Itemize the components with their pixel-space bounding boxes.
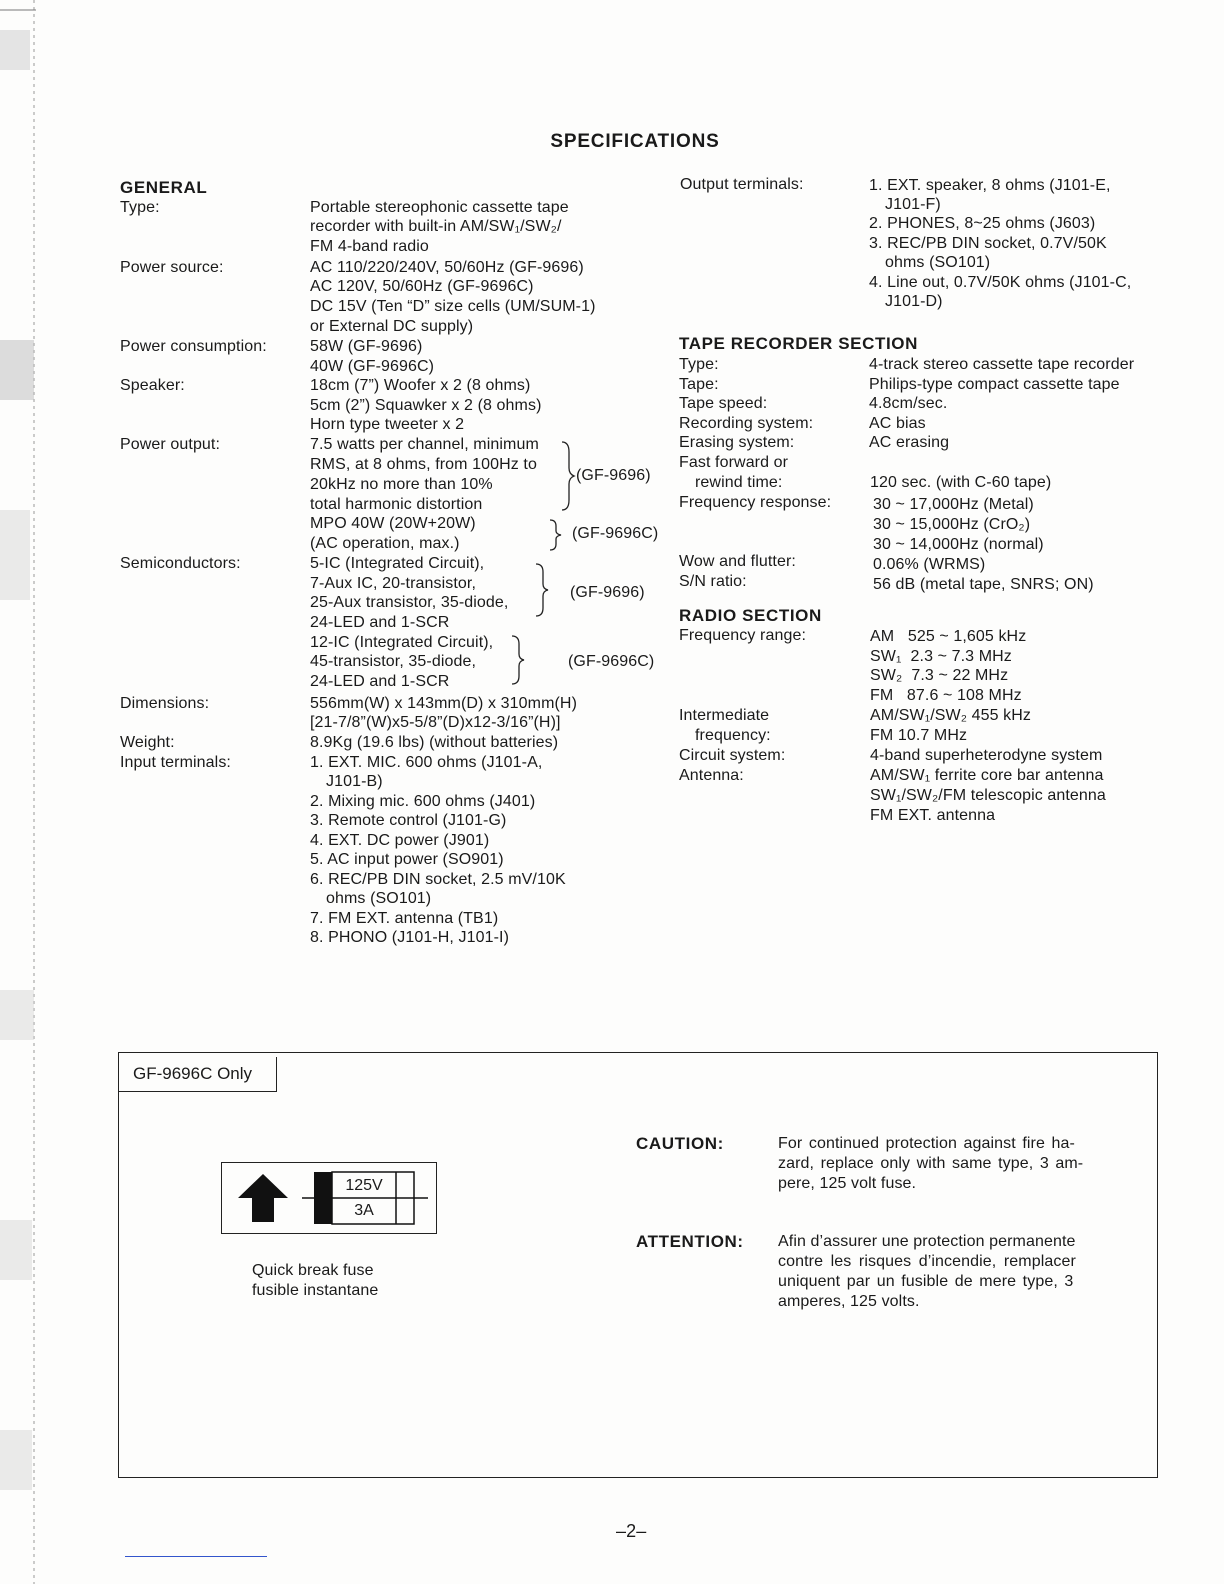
output-line-1: 1. EXT. speaker, 8 ohms (J101-E, bbox=[869, 177, 1111, 194]
attention-line-3: uniquent par un fusible de mere type, 3 bbox=[778, 1273, 1074, 1290]
model-tag bbox=[118, 1057, 277, 1092]
sn-ratio-label: S/N ratio: bbox=[679, 573, 747, 590]
power-output-model-b: (GF-9696C) bbox=[572, 525, 659, 542]
weight-value: 8.9Kg (19.6 lbs) (without batteries) bbox=[310, 734, 559, 751]
output-line-2: J101-F) bbox=[885, 196, 941, 213]
antenna-value-3: FM EXT. antenna bbox=[870, 807, 996, 824]
brace-power-output-b bbox=[548, 518, 564, 552]
frequency-response-cro2: 30 ~ 15,000Hz (CrO₂) bbox=[873, 516, 1031, 533]
fuse-voltage: 125V bbox=[345, 1177, 383, 1194]
speaker-line-3: Horn type tweeter x 2 bbox=[310, 416, 465, 433]
if-label-2: frequency: bbox=[695, 727, 771, 744]
semiconductors-line-2: 7-Aux IC, 20-transistor, bbox=[310, 575, 477, 592]
caution-label: CAUTION: bbox=[636, 1134, 724, 1153]
power-source-line-3: DC 15V (Ten “D” size cells (UM/SUM-1) bbox=[310, 298, 596, 315]
input-line-3: 2. Mixing mic. 600 ohms (J401) bbox=[310, 793, 536, 810]
frequency-response-label: Frequency response: bbox=[679, 494, 832, 511]
semiconductors-line-4: 24-LED and 1-SCR bbox=[310, 614, 450, 631]
bottom-rule bbox=[125, 1556, 267, 1557]
power-output-line-2: RMS, at 8 ohms, from 100Hz to bbox=[310, 456, 537, 473]
antenna-value-1: AM/SW₁ ferrite core bar antenna bbox=[870, 767, 1104, 784]
power-source-line-1: AC 110/220/240V, 50/60Hz (GF-9696) bbox=[310, 259, 584, 276]
tape-value: Philips-type compact cassette tape bbox=[869, 376, 1120, 393]
semiconductors-line-1: 5-IC (Integrated Circuit), bbox=[310, 555, 485, 572]
page-number: –2– bbox=[616, 1521, 647, 1541]
wow-flutter-value: 0.06% (WRMS) bbox=[873, 556, 986, 573]
dimensions-line-2: [21-7/8”(W)x5-5/8”(D)x12-3/16”(H)] bbox=[310, 714, 561, 731]
page-title: SPECIFICATIONS bbox=[550, 131, 720, 152]
power-output-line-5: MPO 40W (20W+20W) bbox=[310, 515, 476, 532]
weight-label: Weight: bbox=[120, 734, 175, 751]
brace-power-output-a bbox=[560, 440, 576, 512]
circuit-system-label: Circuit system: bbox=[679, 747, 786, 764]
fuse-caption-en: Quick break fuse bbox=[252, 1262, 374, 1279]
attention-label: ATTENTION: bbox=[636, 1232, 744, 1251]
speaker-line-1: 18cm (7”) Woofer x 2 (8 ohms) bbox=[310, 377, 531, 394]
radio-frequency-label: Frequency range: bbox=[679, 627, 807, 644]
fuse-caption-fr: fusible instantane bbox=[252, 1282, 379, 1299]
power-output-label: Power output: bbox=[120, 436, 221, 453]
radio-frequency-sw2: SW₂ 7.3 ~ 22 MHz bbox=[870, 667, 1009, 684]
output-line-3: 2. PHONES, 8~25 ohms (J603) bbox=[869, 215, 1096, 232]
frequency-response-normal: 30 ~ 14,000Hz (normal) bbox=[873, 536, 1044, 553]
input-line-8: ohms (SO101) bbox=[326, 890, 432, 907]
output-line-6: 4. Line out, 0.7V/50K ohms (J101-C, bbox=[869, 274, 1132, 291]
brace-semiconductors-b bbox=[510, 634, 526, 686]
if-value-fm: FM 10.7 MHz bbox=[870, 727, 968, 744]
erasing-system-label: Erasing system: bbox=[679, 434, 795, 451]
output-line-7: J101-D) bbox=[885, 293, 943, 310]
tape-speed-value: 4.8cm/sec. bbox=[869, 395, 948, 412]
recording-system-value: AC bias bbox=[869, 415, 926, 432]
fast-forward-label-2: rewind time: bbox=[695, 474, 783, 491]
type-line-2: recorder with built-in AM/SW₁/SW₂/ bbox=[310, 218, 562, 235]
fast-forward-label-1: Fast forward or bbox=[679, 454, 789, 471]
caution-line-1: For continued protection against fire ha- bbox=[778, 1135, 1075, 1152]
radio-frequency-fm: FM 87.6 ~ 108 MHz bbox=[870, 687, 1022, 704]
semiconductors-line-6: 45-transistor, 35-diode, bbox=[310, 653, 477, 670]
fuse-current: 3A bbox=[354, 1202, 374, 1219]
power-output-line-6: (AC operation, max.) bbox=[310, 535, 460, 552]
power-output-line-4: total harmonic distortion bbox=[310, 496, 483, 513]
if-label-1: Intermediate bbox=[679, 707, 770, 724]
input-line-1: 1. EXT. MIC. 600 ohms (J101-A, bbox=[310, 754, 543, 771]
radio-frequency-am: AM 525 ~ 1,605 kHz bbox=[870, 628, 1027, 645]
if-value-am: AM/SW₁/SW₂ 455 kHz bbox=[870, 707, 1031, 724]
speaker-label: Speaker: bbox=[120, 377, 185, 394]
output-line-4: 3. REC/PB DIN socket, 0.7V/50K bbox=[869, 235, 1107, 252]
power-source-line-2: AC 120V, 50/60Hz (GF-9696C) bbox=[310, 278, 534, 295]
attention-line-2: contre les risques d’incendie, remplacer bbox=[778, 1253, 1076, 1270]
input-line-2: J101-B) bbox=[326, 773, 383, 790]
brace-semiconductors-a bbox=[534, 562, 550, 618]
attention-line-4: amperes, 125 volts. bbox=[778, 1293, 920, 1310]
radio-frequency-sw1: SW₁ 2.3 ~ 7.3 MHz bbox=[870, 648, 1012, 665]
caution-line-2: zard, replace only with same type, 3 am- bbox=[778, 1155, 1084, 1172]
attention-line-1: Afin d’assurer une protection permanente bbox=[778, 1233, 1076, 1250]
type-line-3: FM 4-band radio bbox=[310, 238, 429, 255]
tape-type-label: Type: bbox=[679, 356, 719, 373]
input-line-4: 3. Remote control (J101-G) bbox=[310, 812, 507, 829]
semiconductors-line-7: 24-LED and 1-SCR bbox=[310, 673, 450, 690]
caution-line-3: pere, 125 volt fuse. bbox=[778, 1175, 917, 1192]
model-tag-label: GF-9696C Only bbox=[133, 1064, 253, 1083]
power-consumption-line-2: 40W (GF-9696C) bbox=[310, 358, 435, 375]
radio-section-heading: RADIO SECTION bbox=[679, 606, 822, 625]
power-source-label: Power source: bbox=[120, 259, 224, 276]
power-consumption-line-1: 58W (GF-9696) bbox=[310, 338, 423, 355]
scan-edge-texture bbox=[0, 0, 36, 1584]
input-line-7: 6. REC/PB DIN socket, 2.5 mV/10K bbox=[310, 871, 566, 888]
semiconductors-line-5: 12-IC (Integrated Circuit), bbox=[310, 634, 494, 651]
input-terminals-label: Input terminals: bbox=[120, 754, 231, 771]
input-line-5: 4. EXT. DC power (J901) bbox=[310, 832, 490, 849]
fast-forward-value: 120 sec. (with C-60 tape) bbox=[870, 474, 1052, 491]
semiconductors-label: Semiconductors: bbox=[120, 555, 241, 572]
power-source-line-4: or External DC supply) bbox=[310, 318, 474, 335]
tape-speed-label: Tape speed: bbox=[679, 395, 768, 412]
tape-type-value: 4-track stereo cassette tape recorder bbox=[869, 356, 1135, 373]
erasing-system-value: AC erasing bbox=[869, 434, 950, 451]
circuit-system-value: 4-band superheterodyne system bbox=[870, 747, 1103, 764]
type-label: Type: bbox=[120, 199, 160, 216]
sn-ratio-value: 56 dB (metal tape, SNRS; ON) bbox=[873, 576, 1094, 593]
input-line-9: 7. FM EXT. antenna (TB1) bbox=[310, 910, 499, 927]
antenna-label: Antenna: bbox=[679, 767, 744, 784]
semiconductors-model-a: (GF-9696) bbox=[570, 584, 645, 601]
recording-system-label: Recording system: bbox=[679, 415, 814, 432]
dimensions-line-1: 556mm(W) x 143mm(D) x 310mm(H) bbox=[310, 695, 578, 712]
input-line-6: 5. AC input power (SO901) bbox=[310, 851, 504, 868]
speaker-line-2: 5cm (2”) Squawker x 2 (8 ohms) bbox=[310, 397, 542, 414]
warning-arrow-icon bbox=[236, 1170, 290, 1224]
type-line-1: Portable stereophonic cassette tape bbox=[310, 199, 569, 216]
power-output-line-3: 20kHz no more than 10% bbox=[310, 476, 493, 493]
power-consumption-label: Power consumption: bbox=[120, 338, 267, 355]
wow-flutter-label: Wow and flutter: bbox=[679, 553, 796, 570]
dimensions-label: Dimensions: bbox=[120, 695, 210, 712]
input-line-10: 8. PHONO (J101-H, J101-I) bbox=[310, 929, 509, 946]
output-terminals-label: Output terminals: bbox=[680, 176, 804, 193]
antenna-value-2: SW₁/SW₂/FM telescopic antenna bbox=[870, 787, 1106, 804]
tape-section-heading: TAPE RECORDER SECTION bbox=[679, 334, 918, 353]
general-heading: GENERAL bbox=[120, 178, 208, 197]
power-output-line-1: 7.5 watts per channel, minimum bbox=[310, 436, 539, 453]
output-line-5: ohms (SO101) bbox=[885, 254, 991, 271]
frequency-response-metal: 30 ~ 17,000Hz (Metal) bbox=[873, 496, 1034, 513]
semiconductors-line-3: 25-Aux transistor, 35-diode, bbox=[310, 594, 509, 611]
power-output-model-a: (GF-9696) bbox=[576, 467, 651, 484]
semiconductors-model-b: (GF-9696C) bbox=[568, 653, 655, 670]
tape-label: Tape: bbox=[679, 376, 719, 393]
